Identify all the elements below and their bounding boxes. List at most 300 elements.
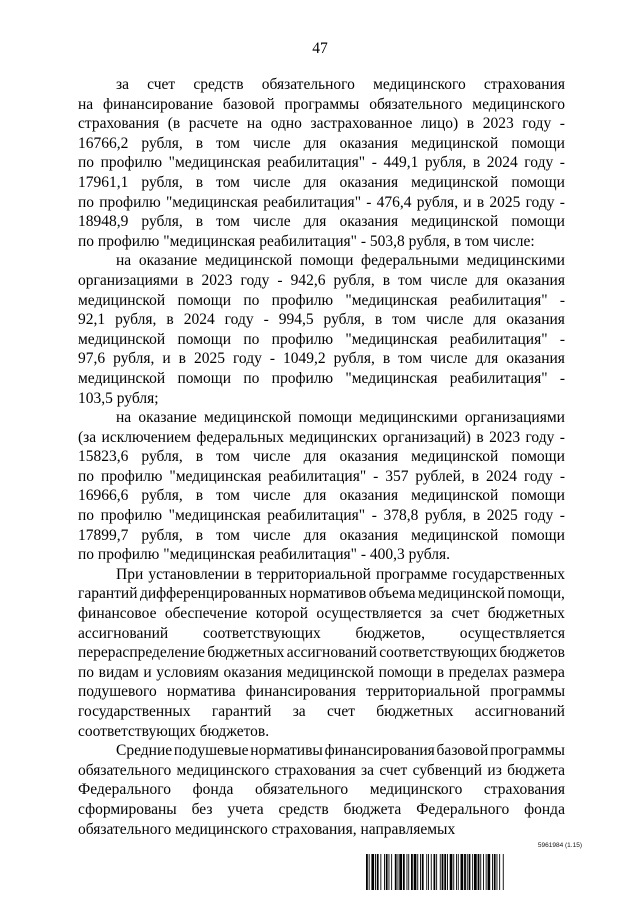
word: учета [227,800,264,818]
text-line [78,153,565,173]
word: - [559,428,565,446]
word: оказания [339,448,399,466]
word: реабилитация" [259,546,361,564]
text-line [78,584,565,604]
word: территориальной [366,683,481,701]
word: в [195,448,204,466]
word: видам [98,663,139,681]
word: 2024 [486,154,518,172]
word: в [166,311,174,329]
text-line [78,114,565,134]
word: организаций) [382,428,471,446]
word: одно [270,115,302,133]
word: оказания [339,526,399,544]
word: финансирования [245,683,356,701]
word: том [398,350,423,368]
word: году [524,154,554,172]
text-line [78,526,565,546]
text-line [78,604,565,624]
word: 1049,2 [282,350,326,368]
word: медицинской [78,369,166,387]
word: - [559,369,565,387]
word: Федерального [78,781,172,799]
word: нормативов [289,585,367,603]
word: числе [253,487,291,505]
word: объема [368,585,416,603]
word: бюджетных [376,703,454,720]
word: 2024 [486,467,518,485]
word: соответствующих [78,722,200,740]
word: рубля, [115,311,157,329]
word: федеральными [361,252,459,270]
word: медицинской [411,487,499,505]
word: - [269,350,275,368]
word: страхования [483,76,565,93]
document-body [78,75,565,839]
word: в [374,311,383,329]
text-line [78,271,565,291]
word: в [195,526,204,544]
word: ассигнований [78,624,169,642]
word: обязательного [78,761,172,779]
word: субвенций [412,761,483,779]
text-line [78,310,565,330]
word: бюджетных [487,605,565,623]
word: расчете [188,115,239,133]
word: в [476,428,484,446]
word: числе: [492,232,535,250]
text-line [78,506,565,526]
word: программе [376,565,448,583]
word: рубля, [141,173,183,191]
word: - [371,154,377,172]
word: по [78,546,98,564]
word: счет [326,703,356,720]
word: по [78,663,95,681]
word: рубля, [424,507,467,525]
paragraph [78,251,565,408]
word: страхования [274,761,356,779]
text-line [78,761,565,781]
word: медицинскими [466,252,565,270]
word: государственных [78,703,191,720]
word: помощи [298,409,353,427]
word: том [216,134,240,152]
word: реабилитация" [259,232,361,250]
word: медицинских [289,428,378,446]
word: для [303,173,327,191]
text-line [78,408,565,428]
word: реабилитация" [268,467,367,485]
word: - [371,507,377,525]
word: ассигнований [474,703,565,720]
word: рубля, [141,213,183,231]
word: числе [253,134,291,152]
word: рубля, [424,154,467,172]
word: реабилитация" [267,507,366,525]
word: - [559,330,565,348]
page-number: 47 [312,40,328,57]
word: в [178,350,186,368]
text-line [78,193,565,213]
word: соответствующих [379,644,498,662]
word: медицинской [411,213,499,231]
word: лицо) [420,115,459,133]
word: рубля, [141,526,183,544]
word: "медицинская [163,546,260,564]
word: реабилитация" [449,330,548,348]
document-code: 5961984 (1.15) [537,842,582,849]
word: "медицинская [169,467,262,485]
text-line [78,232,565,252]
word: оказания [339,487,399,505]
word: для [303,134,327,152]
word: бюджета [343,800,402,818]
word: без [191,800,213,818]
word: медицинской [411,526,499,544]
word: - [373,467,379,485]
word: 2025 [193,350,225,368]
word: 2025 [489,193,521,211]
word: - [366,193,372,211]
text-line [78,800,565,820]
word: на [78,95,94,113]
word: - [559,115,565,133]
word: счет [147,76,176,93]
word: оказания [506,311,565,329]
word: числе [253,213,291,231]
word: (в [167,115,181,133]
word: для [473,311,497,329]
word: пределах [448,663,509,681]
text-line [78,565,565,585]
word: для [303,448,327,466]
word: профилю [99,193,161,211]
word: числе [429,271,468,289]
word: том [392,311,416,329]
word: медицинской [411,134,499,152]
word: за [430,605,444,623]
word: оказания [339,173,399,191]
word: том [216,487,240,505]
word: в [195,173,204,191]
word: рубля. [408,546,451,564]
text-line [78,291,565,311]
word: 103,5 [78,389,117,407]
word: "медицинская [163,232,260,250]
word: застрахованное [310,115,413,133]
word: для [303,526,327,544]
word: базовой [436,742,489,760]
word: помощи [177,330,232,348]
word: в [195,213,204,231]
word: медицинского [176,761,270,779]
word: медицинского [373,76,466,93]
word: оказания [506,350,565,368]
word: и [143,663,152,681]
word: и [162,350,171,368]
word: помощи [177,369,232,387]
word: программы [490,742,565,760]
word: числе [253,526,291,544]
word: рубля; [116,389,159,407]
word: ассигнований [286,644,377,662]
word: числе [253,173,291,191]
word: помощи [511,134,565,152]
word: помощи [299,252,354,270]
word: 476,4 [376,193,412,211]
word: норматива [166,683,236,701]
text-line [78,702,565,722]
word: в [471,467,480,485]
word: - [360,546,370,564]
text-line [78,349,565,369]
word: средств [278,800,329,818]
word: медицинской [411,173,499,191]
word: обязательного [261,76,355,93]
word: - [263,311,269,329]
word: рубля, [333,271,375,289]
word: числе [429,350,468,368]
word: профилю [100,154,163,172]
word: бюджета [507,761,565,779]
word: за [360,761,374,779]
word: обязательного [369,95,463,113]
text-line [78,722,565,742]
text-line [78,134,565,154]
page-footer [366,842,586,892]
word: 2023 [482,115,514,133]
text-line [78,643,565,663]
word: реабилитация" [449,291,548,309]
word: счет [379,761,408,779]
word: по [78,467,95,485]
word: осуществляется [316,605,422,623]
word: профилю [271,291,334,309]
word: перераспределение [78,644,205,662]
barcode-image [366,854,586,890]
word: которой [255,605,309,623]
word: в [186,271,194,289]
word: году [232,350,262,368]
word: 449,1 [383,154,419,172]
word: подушевого [78,683,157,701]
word: оказание [138,252,198,270]
word: осуществляется [459,624,565,642]
word: 92,1 [78,311,106,329]
text-line [78,486,565,506]
word: - [559,154,565,172]
word: в [466,115,475,133]
word: по [243,369,260,387]
word: 15823,6 [78,448,129,466]
word: 2025 [486,507,518,525]
word: для [475,350,499,368]
word: по [78,193,95,211]
word: - [277,271,283,289]
word: 2023 [489,428,521,446]
word: в [382,271,391,289]
word: направляемых [360,820,456,838]
word: помощи [511,487,565,505]
word: том [465,232,493,250]
word: медицинской [204,252,293,270]
word: по [78,154,95,172]
word: счет [451,605,480,623]
word: рубля, [323,311,365,329]
text-line [78,682,565,702]
word: в [382,350,391,368]
word: подушевые [173,742,249,760]
word: "медицинская [345,291,438,309]
word: медицинского [175,820,272,838]
word: медицинской [78,330,166,348]
word: в [195,134,204,152]
word: финансирование [103,95,213,113]
word: дифференцированных [139,585,287,603]
word: бюджетных [207,644,285,662]
word: медицинской [411,448,499,466]
word: страхования, [271,820,361,838]
word: финансовое [78,605,157,623]
text-line [78,428,565,448]
word: том [216,213,240,231]
word: установлении [148,565,240,583]
word: "медицинская [168,154,261,172]
word: федеральных [196,428,284,446]
word: в [476,193,485,211]
word: гарантий [78,585,138,603]
word: профилю [97,232,164,250]
word: медицинской [204,409,292,427]
word: для [303,213,327,231]
word: профилю [100,467,163,485]
word: "медицинская [345,330,438,348]
text-line [78,330,565,350]
word: помощи [511,173,565,191]
word: году [224,311,254,329]
word: 17899,7 [78,526,129,544]
text-line [78,467,565,487]
word: рубля, [416,193,459,211]
word: (за [78,428,97,446]
word: по [243,291,260,309]
word: в [195,487,204,505]
word: обязательного [78,820,176,838]
word: оказания [506,271,565,289]
word: страхования [483,781,565,799]
word: из [487,761,502,779]
word: При [116,565,144,583]
text-line [78,173,565,193]
word: 942,6 [290,271,326,289]
word: медицинской [286,663,374,681]
word: помощи [378,663,433,681]
word: программы [490,683,565,701]
word: реабилитация" [267,154,366,172]
word: помощи [511,448,565,466]
word: рубля, [408,232,454,250]
word: обязательного [254,781,349,799]
word: числе [425,311,464,329]
word: 97,6 [78,350,106,368]
word: бюджетов [499,644,565,662]
word: страхования [78,115,160,133]
word: для [475,271,499,289]
text-line [78,389,565,409]
paragraph [78,408,565,565]
word: в [472,507,481,525]
word: помощи [511,526,565,544]
word: по [243,330,260,348]
word: по [78,507,95,525]
word: средств [193,76,244,93]
word: 16766,2 [78,134,129,152]
word: медицинской [78,291,166,309]
word: рубля, [141,448,183,466]
word: "медицинская [165,193,258,211]
word: рубля, [113,350,155,368]
word: условиям [156,663,219,681]
word: году [240,271,270,289]
word: году [524,507,554,525]
word: - [559,507,565,525]
paragraph [78,741,565,839]
word: том [216,173,240,191]
word: 18948,9 [78,213,129,231]
word: медицинскими [359,409,458,427]
word: в [453,232,466,250]
word: реабилитация" [263,193,362,211]
word: помощи [177,291,232,309]
word: 378,8 [383,507,419,525]
word: том [216,526,240,544]
word: 16966,6 [78,487,129,505]
word: бюджетов, [355,624,425,642]
word: году [523,467,553,485]
text-line [78,75,565,95]
word: профилю [271,369,334,387]
word: профилю [100,507,163,525]
word: исключением [101,428,191,446]
word: том [398,271,422,289]
word: 2023 [201,271,233,289]
word: 2024 [183,311,215,329]
word: нормативы [250,742,323,760]
word: фонда [192,781,234,799]
word: оказания [339,134,399,152]
word: 503,8 [369,232,409,250]
text-line [78,741,565,761]
word: 400,3 [369,546,409,564]
word: финансирования [324,742,435,760]
word: рублей, [415,467,465,485]
word: за [116,76,130,93]
word: медицинской [417,585,506,603]
word: рубля, [333,350,375,368]
word: оказания [339,213,399,231]
word: в [244,565,252,583]
word: реабилитация" [449,369,548,387]
word: медицинского [472,95,565,113]
word: обеспечение [164,605,248,623]
word: на [246,115,263,133]
word: в [472,154,481,172]
text-line [78,95,565,115]
text-line [78,663,565,683]
text-line [78,212,565,232]
word: помощи [511,213,565,231]
